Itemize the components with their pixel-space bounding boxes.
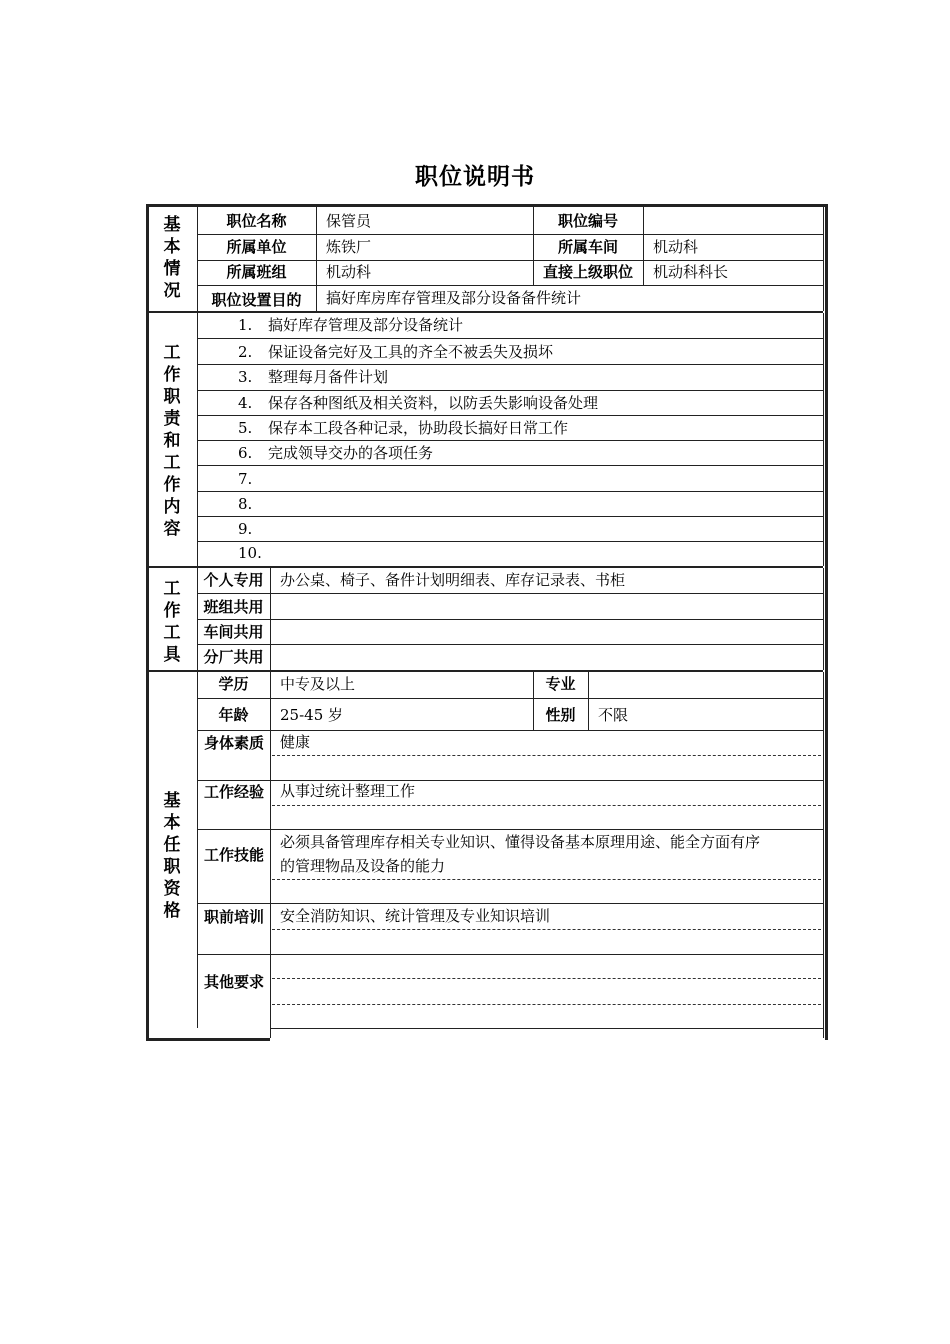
other-label: 其他要求 [203, 973, 264, 991]
table-bottom-border [146, 1038, 270, 1041]
position-name-label: 职位名称 [226, 212, 287, 230]
tool-label: 班组共用 [203, 598, 264, 616]
experience-label: 工作经验 [203, 783, 264, 801]
tool-value: 办公桌、椅子、备件计划明细表、库存记录表、书柜 [280, 571, 626, 589]
page-title: 职位说明书 [415, 164, 535, 190]
tool-label: 个人专用 [203, 571, 264, 589]
skills-value-line1: 必须具备管理库存相关专业知识、懂得设备基本原理用途、能全方面有序 [280, 833, 761, 851]
workshop-label: 所属车间 [557, 238, 618, 256]
duty-no: 2. [238, 343, 253, 361]
team-value: 机动科 [326, 263, 372, 281]
age-value: 25-45 岁 [280, 706, 344, 724]
duty-text: 搞好库存管理及部分设备统计 [268, 316, 464, 334]
training-label: 职前培训 [203, 908, 264, 926]
unit-value: 炼铁厂 [326, 238, 372, 256]
tool-label: 车间共用 [203, 623, 264, 641]
education-label: 学历 [218, 675, 249, 693]
duty-text: 整理每月备件计划 [268, 368, 389, 386]
unit-label: 所属单位 [226, 238, 287, 256]
skills-value-line2: 的管理物品及设备的能力 [280, 857, 446, 875]
health-value: 健康 [280, 733, 311, 751]
section-duties-label: 工作职责和工作内容 [163, 343, 181, 539]
duty-no: 9. [238, 520, 253, 538]
health-label: 身体素质 [203, 734, 264, 752]
experience-value: 从事过统计整理工作 [280, 782, 416, 800]
workshop-value: 机动科 [653, 238, 699, 256]
section-tools-label: 工作工具 [163, 579, 181, 665]
purpose-label: 职位设置目的 [211, 291, 302, 309]
superior-label: 直接上级职位 [542, 263, 633, 281]
duty-no: 1. [238, 316, 253, 334]
superior-value: 机动科科长 [653, 263, 729, 281]
duty-no: 6. [238, 444, 253, 462]
duty-text: 保存本工段各种记录，协助段长搞好日常工作 [268, 419, 569, 437]
duty-text: 保存各种图纸及相关资料，以防丢失影响设备处理 [268, 394, 599, 412]
duty-no: 7. [238, 470, 253, 488]
team-label: 所属班组 [226, 263, 287, 281]
duty-no: 8. [238, 495, 253, 513]
skills-label: 工作技能 [203, 846, 264, 864]
tool-label: 分厂共用 [203, 648, 264, 666]
gender-label: 性别 [545, 706, 576, 724]
major-label: 专业 [545, 675, 576, 693]
section-qualifications-label: 基本任职资格 [163, 791, 181, 921]
position-no-label: 职位编号 [557, 212, 618, 230]
duty-text: 完成领导交办的各项任务 [268, 444, 434, 462]
duty-no: 3. [238, 368, 253, 386]
duty-no: 4. [238, 394, 253, 412]
age-label: 年龄 [218, 706, 249, 724]
purpose-value: 搞好库房库存管理及部分设备备件统计 [326, 289, 582, 307]
duty-no: 10. [238, 544, 262, 562]
duty-no: 5. [238, 419, 253, 437]
section-basic-label: 基本情况 [163, 215, 181, 301]
duty-text: 保证设备完好及工具的齐全不被丢失及损坏 [268, 343, 554, 361]
training-value: 安全消防知识、统计管理及专业知识培训 [280, 907, 551, 925]
position-name-value: 保管员 [326, 212, 372, 230]
gender-value: 不限 [598, 706, 629, 724]
education-value: 中专及以上 [280, 675, 356, 693]
